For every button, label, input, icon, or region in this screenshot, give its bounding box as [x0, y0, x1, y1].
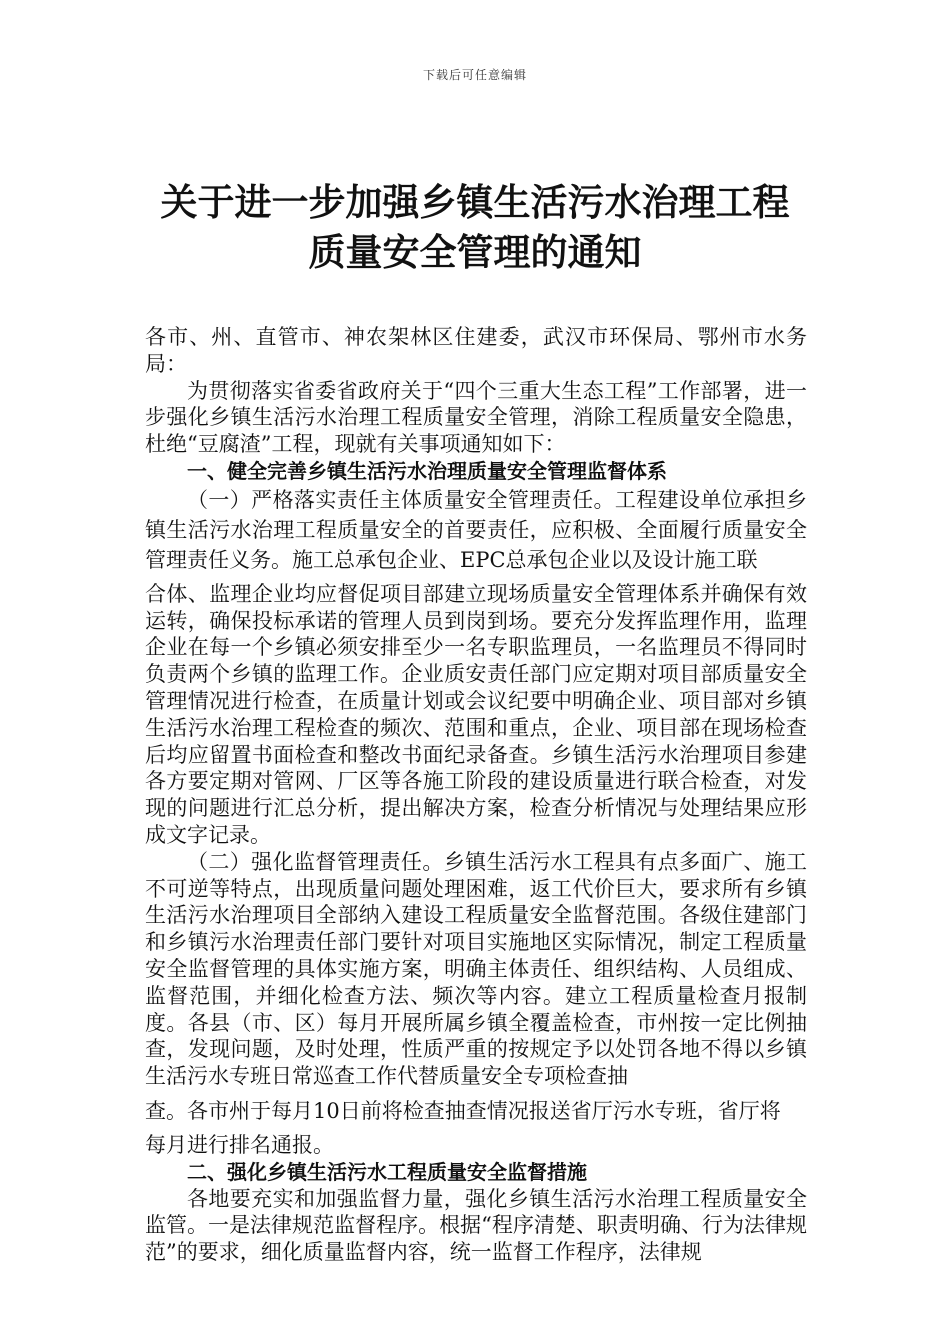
paragraph-2-part-2: 查。各市州于每月10日前将检查抽查情况报送省厅污水专班，省厅将	[145, 1098, 781, 1123]
header-note: 下载后可任意编辑	[422, 68, 527, 82]
addressee: 各市、州、直管市、神农架林区住建委，武汉市环保局、鄂州市水务局：	[145, 325, 807, 376]
paragraph-2-part-1: （二）强化监督管理责任。乡镇生活污水工程具有点多面广、施工不可逆等特点，出现质量问题处理困难，返工代价巨大，要求所有乡镇生活污水治理项目全部纳入建设工程质量安全监督范围。各级住建部门和乡镇污水治理责任部门要针对项目实施地区实际情况，制定工程质量安全监督管理的具体实施方案，明确主体责任、组织结构、人员组成、监督范围，并细化检查方法、频次等内容。建立工程质量检查月报制度。各县（市、区）每月开展所属乡镇全覆盖检查，市州按一定比例抽查，发现问题，及时处理，性质严重的按规定予以处罚各地不得以乡镇生活污水专班日常巡查工作代替质量安全专项检查抽	[145, 849, 807, 1089]
section-heading-2: 二、强化乡镇生活污水工程质量安全监督措施	[187, 1159, 587, 1184]
document-title: 关于进一步加强乡镇生活污水治理工程质量安全管理的通知	[160, 181, 790, 274]
paragraph-3: 各地要充实和加强监督力量，强化乡镇生活污水治理工程质量安全监管。一是法律规范监督程序。根据“程序清楚、职责明确、行为法律规范”的要求，细化质量监督内容，统一监督工作程序，法律规	[145, 1186, 807, 1265]
intro-paragraph: 为贯彻落实省委省政府关于“四个三重大生态工程”工作部署，进一步强化乡镇生活污水治理工程质量安全管理，消除工程质量安全隐患，杜绝“豆腐渣”工程，现就有关事项通知如下：	[145, 378, 807, 457]
paragraph-1-part-1: （一）严格落实责任主体质量安全管理责任。工程建设单位承担乡镇生活污水治理工程质量安全的首要责任，应积极、全面履行质量安全管理责任义务。施工总承包企业、EPC总承包企业以及设计施工联	[145, 487, 807, 572]
document-body	[145, 324, 807, 1266]
paragraph-2-part-3: 每月进行排名通报。	[145, 1132, 334, 1157]
paragraph-1-part-2: 合体、监理企业均应督促项目部建立现场质量安全管理体系并确保有效运转，确保投标承诺的管理人员到岗到场。要充分发挥监理作用，监理企业在每一个乡镇必须安排至少一名专职监理员，一名监理员不得同时负责两个乡镇的监理工作。企业质安责任部门应定期对项目部质量安全管理情况进行检查，在质量计划或会议纪要中明确企业、项目部对乡镇生活污水治理工程检查的频次、范围和重点，企业、项目部在现场检查后均应留置书面检查和整改书面纪录备查。乡镇生活污水治理项目参建各方要定期对管网、厂区等各施工阶段的建设质量进行联合检查，对发现的问题进行汇总分析，提出解决方案，检查分析情况与处理结果应形成文字记录。	[145, 581, 807, 847]
section-heading-1: 一、健全完善乡镇生活污水治理质量安全管理监督体系	[187, 458, 667, 483]
